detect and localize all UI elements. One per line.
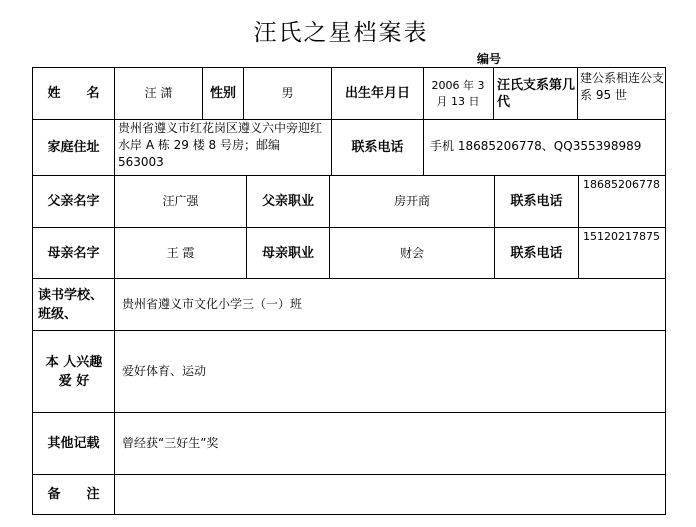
other-records-label: 其他记载 xyxy=(47,436,100,451)
birth-date-value: 2006 年 3 月 13 日 xyxy=(431,78,485,108)
column-divider xyxy=(114,67,115,515)
father-phone-label: 联系电话 xyxy=(510,194,563,209)
address-label: 家庭住址 xyxy=(47,140,100,155)
mother-phone-label: 联系电话 xyxy=(510,245,563,261)
column-divider xyxy=(578,175,579,278)
serial-number-label: 编号 xyxy=(477,52,502,66)
school-class-label: 读书学校、班级、 xyxy=(38,287,104,322)
mother-name-label: 母亲名字 xyxy=(47,245,100,261)
other-records-value: 曾经获“三好生”奖 xyxy=(122,436,219,450)
name-value: 汪 潇 xyxy=(144,86,173,100)
father-occupation-label: 父亲职业 xyxy=(261,194,314,209)
hobby-label: 本 人兴趣爱 好 xyxy=(45,354,103,389)
gender-value: 男 xyxy=(281,86,294,100)
column-divider xyxy=(423,67,424,119)
mother-phone-value: 15120217875 xyxy=(583,230,660,243)
father-phone-value: 18685206778 xyxy=(583,178,660,191)
remarks-label: 备 注 xyxy=(47,487,100,502)
column-divider xyxy=(493,67,494,119)
gender-label: 性别 xyxy=(209,86,236,101)
branch-generation-label: 汪氏支系第几代 xyxy=(497,77,576,110)
remarks-value xyxy=(122,475,662,514)
birth-date-label: 出生年月日 xyxy=(344,86,410,101)
school-class-value: 贵州省遵义市文化小学三（一）班 xyxy=(122,297,303,311)
address-value: 贵州省遵义市红花岗区遵义六中旁迎红水岸 A 栋 29 楼 8 号房；邮编 563003 xyxy=(118,121,323,169)
column-divider xyxy=(577,67,578,119)
father-name-value: 汪广强 xyxy=(162,194,199,208)
contact-phone-value: 手机 18685206778、QQ355398989 xyxy=(430,139,642,153)
column-divider xyxy=(423,119,424,175)
father-occupation-value: 房开商 xyxy=(393,194,430,208)
form-title: 汪氏之星档案表 xyxy=(253,20,429,46)
branch-generation-value: 建公系相连公支系 95 世 xyxy=(580,71,665,102)
father-name-label: 父亲名字 xyxy=(47,194,100,209)
mother-occupation-label: 母亲职业 xyxy=(261,245,314,261)
mother-name-value: 王 霞 xyxy=(166,245,195,260)
contact-phone-label: 联系电话 xyxy=(351,140,404,155)
hobby-value: 爱好体育、运动 xyxy=(122,364,207,378)
name-label: 姓 名 xyxy=(47,86,100,101)
mother-occupation-value: 财会 xyxy=(399,245,424,260)
